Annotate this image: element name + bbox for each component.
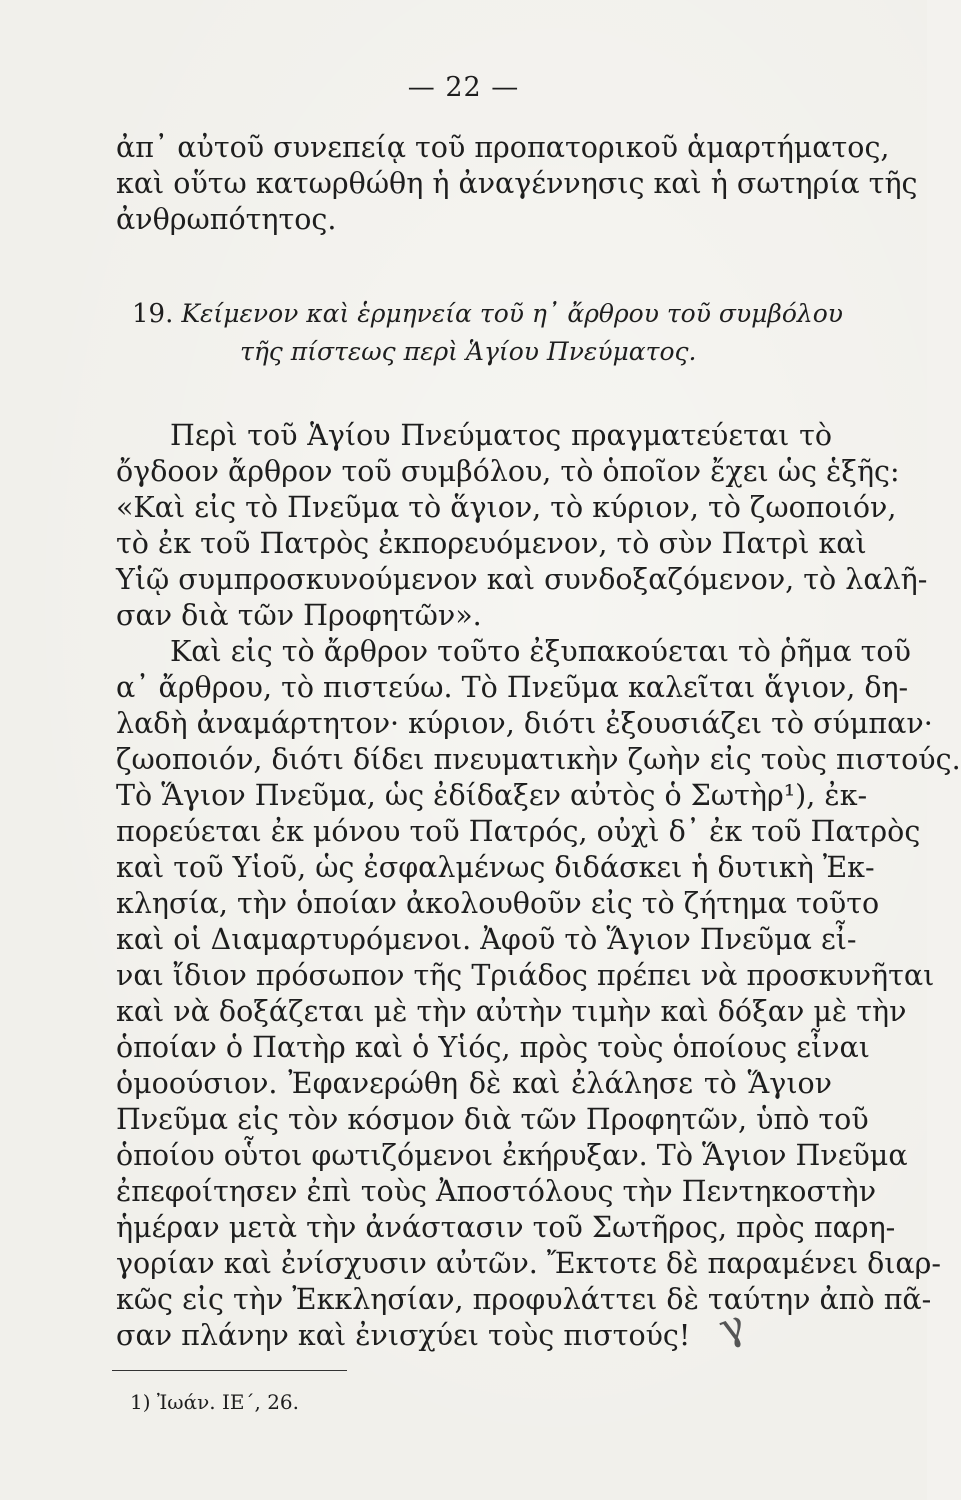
body-line: Καὶ εἰς τὸ ἄρθρον τοῦτο ἐξυπακούεται τὸ ῥῆμα τοῦ — [170, 635, 911, 668]
page-number: — 22 — — [407, 72, 520, 103]
section-heading — [132, 298, 843, 330]
text-line: ἀνθρωπότητος. — [116, 203, 337, 236]
section-title-line-2: τῆς πίστεως περὶ Ἁγίου Πνεύματος. — [240, 337, 697, 366]
text-line: ἀπ᾿ αὐτοῦ συνεπείᾳ τοῦ προπατορικοῦ ἁμαρτήματος, — [116, 131, 890, 164]
body-line: ὄγδοον ἄρθρον τοῦ συμβόλου, τὸ ὁποῖον ἔχει ὡς ἑξῆς: — [116, 455, 900, 488]
body-line: Πνεῦμα εἰς τὸν κόσμον διὰ τῶν Προφητῶν, ὑπὸ τοῦ — [116, 1103, 869, 1136]
body-line: κλησία, τὴν ὁποίαν ἀκολουθοῦν εἰς τὸ ζήτημα τοῦτο — [116, 887, 880, 920]
pencil-mark: γ — [712, 1301, 752, 1353]
body-line: τὸ ἐκ τοῦ Πατρὸς ἐκπορευόμενον, τὸ σὺν Πατρὶ καὶ — [116, 527, 867, 560]
body-line: ζωοποιόν, διότι δίδει πνευματικὴν ζωὴν εἰς τοὺς πιστούς. — [116, 743, 961, 776]
body-line: κῶς εἰς τὴν Ἐκκλησίαν, προφυλάττει δὲ ταύτην ἀπὸ πᾶ- — [116, 1283, 932, 1316]
body-line: ἡμέραν μετὰ τὴν ἀνάστασιν τοῦ Σωτῆρος, πρὸς παρη- — [116, 1211, 896, 1244]
body-line: Τὸ Ἅγιον Πνεῦμα, ὡς ἐδίδαξεν αὐτὸς ὁ Σωτὴρ¹), ἐκ- — [116, 779, 868, 812]
body-line: ναι ἴδιον πρόσωπον τῆς Τριάδος πρέπει νὰ προσκυνῆται — [116, 959, 935, 992]
section-title-line-1: Κείμενον καὶ ἑρμηνεία τοῦ η᾿ ἄρθρου τοῦ συμβόλου — [181, 299, 843, 328]
body-line: λαδὴ ἀναμάρτητον· κύριον, διότι ἐξουσιάζει τὸ σύμπαν· — [116, 707, 933, 740]
body-line: γορίαν καὶ ἐνίσχυσιν αὐτῶν. Ἔκτοτε δὲ παραμένει διαρ- — [116, 1247, 942, 1280]
body-line: καὶ νὰ δοξάζεται μὲ τὴν αὐτὴν τιμὴν καὶ δόξαν μὲ τὴν — [116, 995, 907, 1028]
body-line: Περὶ τοῦ Ἁγίου Πνεύματος πραγματεύεται τὸ — [170, 419, 832, 452]
footnote-rule — [112, 1370, 347, 1371]
body-line: καὶ τοῦ Υἱοῦ, ὡς ἐσφαλμένως διδάσκει ἡ δυτικὴ Ἐκ- — [116, 851, 875, 884]
section-number: 19. — [132, 299, 174, 329]
body-line: α᾿ ἄρθρου, τὸ πιστεύω. Τὸ Πνεῦμα καλεῖται ἅγιον, δη- — [116, 671, 909, 704]
body-line: καὶ οἱ Διαμαρτυρόμενοι. Ἀφοῦ τὸ Ἅγιον Πνεῦμα εἶ- — [116, 923, 857, 956]
text-line: καὶ οὕτω κατωρθώθη ἡ ἀναγέννησις καὶ ἡ σωτηρία τῆς — [116, 167, 918, 200]
body-line: πορεύεται ἐκ μόνου τοῦ Πατρός, οὐχὶ δ᾿ ἐκ τοῦ Πατρὸς — [116, 815, 921, 848]
body-line: ἐπεφοίτησεν ἐπὶ τοὺς Ἀποστόλους τὴν Πεντηκοστὴν — [116, 1175, 877, 1208]
body-line: ὁμοούσιον. Ἐφανερώθη δὲ καὶ ἐλάλησε τὸ Ἅγιον — [116, 1067, 832, 1100]
body-line: «Καὶ εἰς τὸ Πνεῦμα τὸ ἅγιον, τὸ κύριον, τὸ ζωοποιόν, — [116, 491, 897, 524]
body-line: σαν πλάνην καὶ ἐνισχύει τοὺς πιστούς! — [116, 1319, 691, 1352]
body-line: Υἱῷ συμπροσκυνούμενον καὶ συνδοξαζόμενον, τὸ λαλῆ- — [116, 563, 928, 596]
body-line: σαν διὰ τῶν Προφητῶν». — [116, 599, 482, 632]
footnote: 1) Ἰωάν. ΙΕ΄, 26. — [130, 1390, 300, 1414]
body-line: ὁποίου οὗτοι φωτιζόμενοι ἐκήρυξαν. Τὸ Ἅγιον Πνεῦμα — [116, 1139, 908, 1172]
body-line: ὁποίαν ὁ Πατὴρ καὶ ὁ Υἱός, πρὸς τοὺς ὁποίους εἶναι — [116, 1031, 870, 1064]
